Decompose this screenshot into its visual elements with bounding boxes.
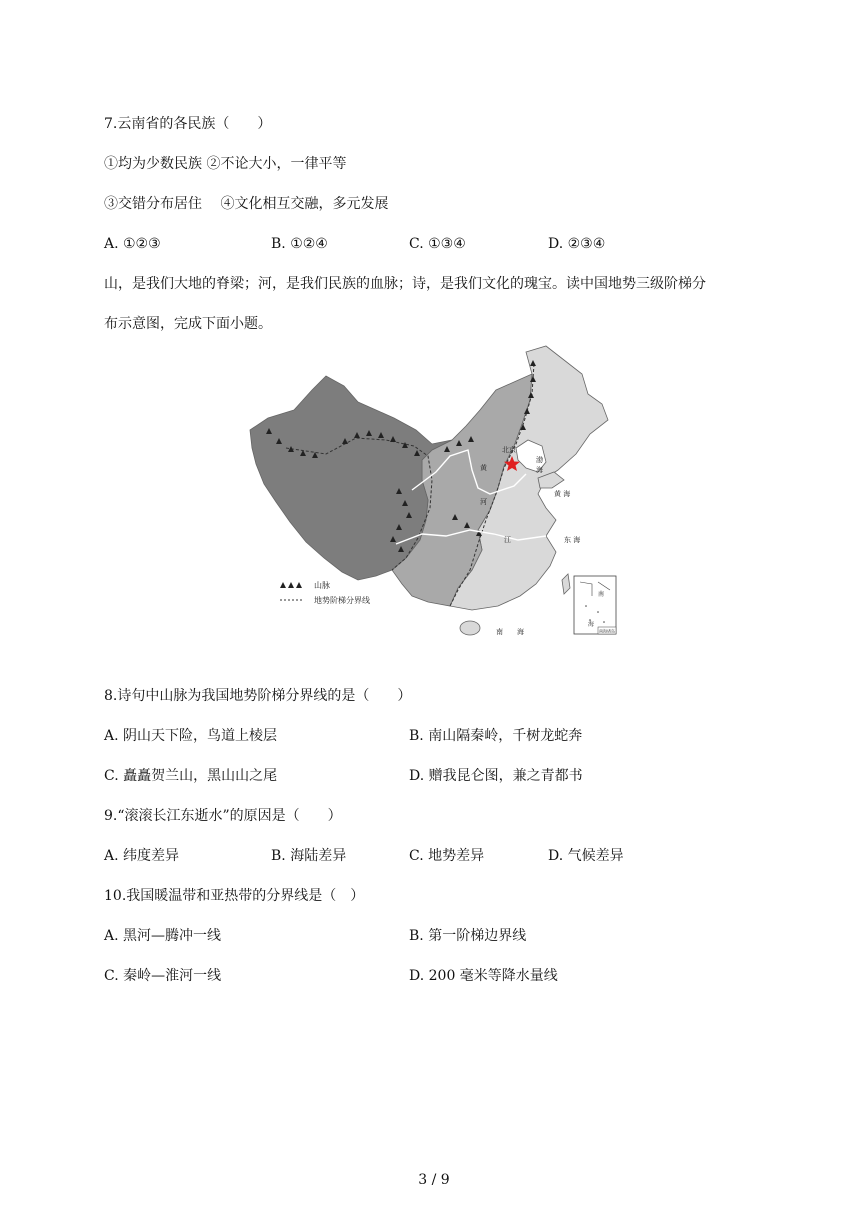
q8-option-c: C. 矗矗贺兰山，黑山山之尾 <box>104 768 278 784</box>
yellow-river-label: 黄 <box>480 464 487 472</box>
south-china-sea-inset <box>574 576 616 634</box>
he-label: 河 <box>480 498 487 506</box>
hainan-island <box>460 621 480 635</box>
q9-stem: 9.“滚滚长江东逝水”的原因是（ ） <box>104 808 342 824</box>
nanhai-label: 南 海 <box>496 628 524 636</box>
huanghai-label: 黄 海 <box>554 490 571 498</box>
inset-hai-label: 海 <box>588 621 595 628</box>
q8-option-a: A. 阴山天下险，鸟道上棱层 <box>104 728 278 744</box>
legend-boundary-label: 地势阶梯分界线 <box>314 596 370 605</box>
q10-option-c: C. 秦岭—淮河一线 <box>104 968 222 984</box>
q9-option-d: D. 气候差异 <box>548 848 624 864</box>
q10-stem: 10.我国暖温带和亚热带的分界线是（ ） <box>104 888 365 904</box>
q7-option-d: D. ②③④ <box>548 236 606 252</box>
terrain-steps-map <box>246 344 621 640</box>
jiang-label: 江 <box>504 536 511 544</box>
page-number: 3 / 9 <box>418 1172 450 1188</box>
bohai-label-1: 渤 <box>536 456 543 464</box>
legend-mountain-label: 山脉 <box>314 581 330 590</box>
q10-option-d: D. 200 毫米等降水量线 <box>409 968 558 984</box>
q7-option-b: B. ①②④ <box>271 236 328 252</box>
q7-statements-1: ①均为少数民族 ②不论大小，一律平等 <box>104 156 347 172</box>
q7-stem: 7.云南省的各民族（ ） <box>104 116 272 132</box>
q7-statements-2: ③交错分布居住 ④文化相互交融，多元发展 <box>104 196 389 212</box>
q7-option-c: C. ①③④ <box>409 236 466 252</box>
q9-option-a: A. 纬度差异 <box>104 848 180 864</box>
q10-option-a: A. 黑河—腾冲一线 <box>104 928 222 944</box>
intro-line-1: 山，是我们大地的脊梁；河，是我们民族的血脉；诗，是我们文化的瑰宝。读中国地势三级阶梯分 <box>104 276 706 292</box>
q7-option-a: A. ①②③ <box>104 236 161 252</box>
intro-line-2: 布示意图，完成下面小题。 <box>104 316 272 332</box>
q8-option-b: B. 南山隔秦岭，千树龙蛇奔 <box>409 728 583 744</box>
q8-option-d: D. 赠我昆仑图，兼之青都书 <box>409 768 583 784</box>
beijing-label: 北京 <box>502 446 516 454</box>
bohai-label-2: 海 <box>536 466 543 474</box>
legend-mountain-icon <box>280 582 302 588</box>
inset-nan-label: 南 <box>598 591 605 598</box>
taiwan-island <box>562 574 570 594</box>
q9-option-b: B. 海陆差异 <box>271 848 347 864</box>
q8-stem: 8.诗句中山脉为我国地势阶梯分界线的是（ ） <box>104 688 412 704</box>
q10-option-b: B. 第一阶梯边界线 <box>409 928 527 944</box>
donghai-label: 东 海 <box>564 536 581 544</box>
q9-option-c: C. 地势差异 <box>409 848 485 864</box>
inset-note-label: 南海诸岛 <box>599 628 615 634</box>
map-legend <box>280 580 370 605</box>
